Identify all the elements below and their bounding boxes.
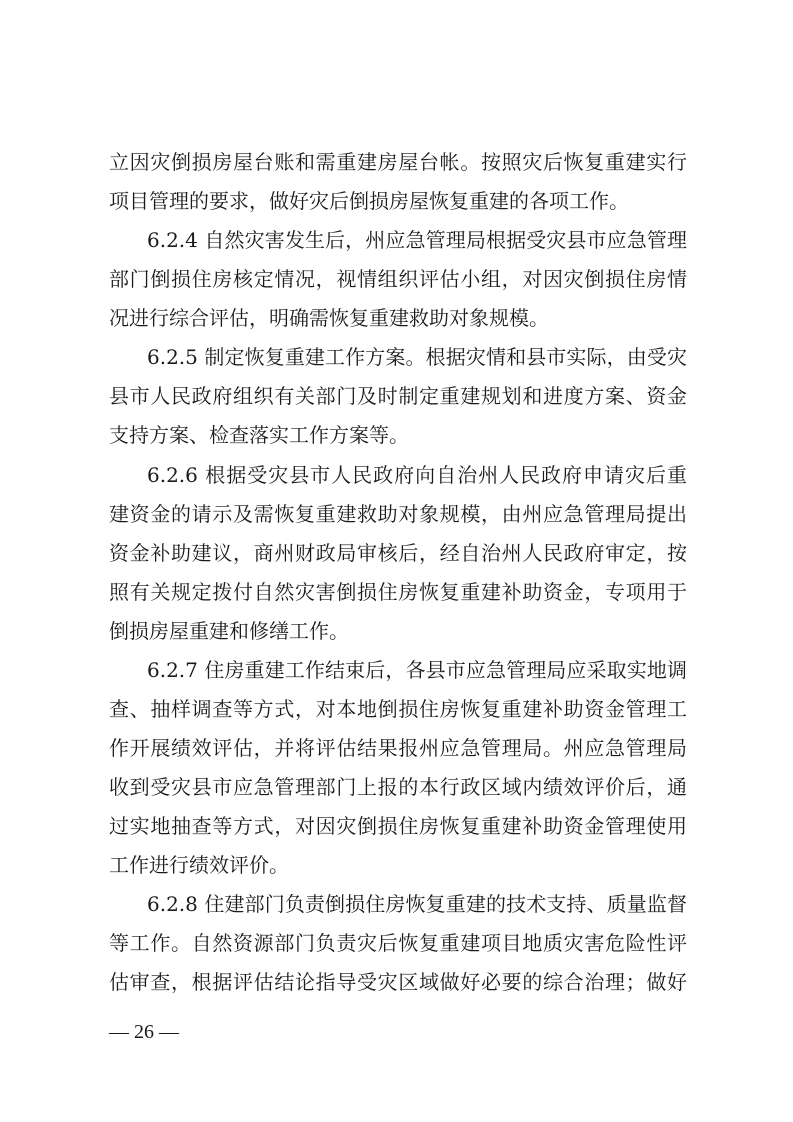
body-line: 资金补助建议，商州财政局审核后，经自治州人民政府审定，按 <box>109 541 687 565</box>
body-line: 收到受灾县市应急管理部门上报的本行政区域内绩效评价后，通 <box>109 775 687 799</box>
body-line: 倒损房屋重建和修缮工作。 <box>109 619 349 643</box>
clause-6-2-5-line: 6.2.5 制定恢复重建工作方案。根据灾情和县市实际，由受灾 <box>147 345 687 369</box>
body-line: 照有关规定拨付自然灾害倒损住房恢复重建补助资金，专项用于 <box>109 580 687 604</box>
clause-6-2-6-line: 6.2.6 根据受灾县市人民政府向自治州人民政府申请灾后重 <box>147 463 687 487</box>
body-line: 查、抽样调查等方式，对本地倒损住房恢复重建补助资金管理工 <box>109 697 687 721</box>
body-line: 况进行综合评估，明确需恢复重建救助对象规模。 <box>109 306 549 330</box>
body-line: 过实地抽查等方式，对因灾倒损住房恢复重建补助资金管理使用 <box>109 814 687 838</box>
body-line: 县市人民政府组织有关部门及时制定重建规划和进度方案、资金 <box>109 384 687 408</box>
body-line: 工作进行绩效评价。 <box>109 853 289 877</box>
body-line: 等工作。自然资源部门负责灾后恢复重建项目地质灾害危险性评 <box>109 931 687 955</box>
body-line: 支持方案、检查落实工作方案等。 <box>109 423 409 447</box>
body-line: 部门倒损住房核定情况，视情组织评估小组，对因灾倒损住房情 <box>109 267 687 291</box>
body-line: 立因灾倒损房屋台账和需重建房屋台帐。按照灾后恢复重建实行 <box>109 150 687 174</box>
clause-6-2-8-line: 6.2.8 住建部门负责倒损住房恢复重建的技术支持、质量监督 <box>147 892 687 916</box>
page-number: — 26 — <box>109 1021 179 1043</box>
body-line: 估审查，根据评估结论指导受灾区域做好必要的综合治理；做好 <box>109 970 687 994</box>
clause-6-2-4-line: 6.2.4 自然灾害发生后，州应急管理局根据受灾县市应急管理 <box>147 228 687 252</box>
clause-6-2-7-line: 6.2.7 住房重建工作结束后，各县市应急管理局应采取实地调 <box>147 658 687 682</box>
body-line: 项目管理的要求，做好灾后倒损房屋恢复重建的各项工作。 <box>109 189 629 213</box>
body-line: 作开展绩效评估，并将评估结果报州应急管理局。州应急管理局 <box>109 736 687 760</box>
body-line: 建资金的请示及需恢复重建救助对象规模，由州应急管理局提出 <box>109 502 687 526</box>
